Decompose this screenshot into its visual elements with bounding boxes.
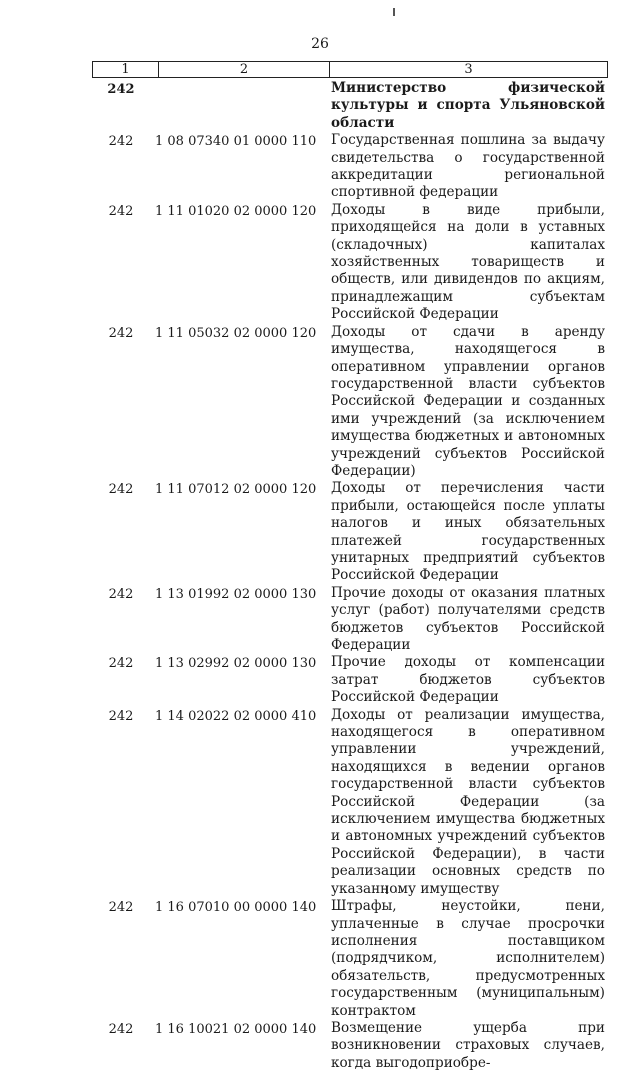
budget-code: 1 08 07340 01 0000 110: [155, 134, 317, 150]
budget-code: [150, 80, 331, 132]
income-description: Доходы от перечисления части прибыли, остающейся после уплаты налогов и иных обязательных платежей государственных унитарных предприятий субъектов Российской Федерации: [331, 480, 605, 584]
table-row: [92, 132, 606, 202]
admin-code: 242: [108, 134, 134, 150]
table-row: [92, 707, 606, 898]
table-row: [92, 654, 606, 706]
admin-code: 242: [108, 482, 134, 498]
table-row: [92, 585, 606, 655]
table-row: [92, 480, 606, 584]
budget-code: 1 11 07012 02 0000 120: [155, 482, 317, 498]
income-description: Доходы от реализации имущества, находящегося в оперативном управлении учреждений, находящихся в ведении органов государственной власти субъектов Российской Федерации (за исключением имущества бюджетных и автономных учреждений субъектов Российской Федерации), в части реализации основных средств по указанному имуществу: [331, 706, 605, 897]
income-description: Доходы в виде прибыли, приходящейся на доли в уставных (складочных) капиталах хозяйственных товариществ и обществ, или дивидендов по акциям, принадлежащим субъектам Российской Федерации: [331, 201, 605, 323]
income-description: Государственная пошлина за выдачу свидетельства о государственной аккредитации региональной спортивной федерации: [331, 132, 605, 201]
admin-code: 242: [108, 708, 134, 724]
admin-code: 242: [108, 656, 134, 672]
header-col-3: 3: [464, 62, 473, 77]
income-description: Штрафы, неустойки, пени, уплаченные в случае просрочки исполнения поставщиком (подрядчиком, исполнителем) обязательств, предусмотренных государственным (муниципальным) контрактом: [331, 898, 605, 1019]
admin-code: 242: [108, 1021, 134, 1037]
budget-code: 1 13 01992 02 0000 130: [155, 586, 317, 602]
income-description: Прочие доходы от компенсации затрат бюджетов субъектов Российской Федерации: [331, 654, 605, 706]
budget-code: 1 16 07010 00 0000 140: [155, 900, 317, 916]
income-description: Доходы от сдачи в аренду имущества, находящегося в оперативном управлении органов государственной власти субъектов Российской Федерации и созданных ими учреждений (за исключением имущества бюджетных и автономных учреждений субъектов Российской Федерации): [331, 323, 605, 479]
page-number: 26: [311, 36, 329, 52]
admin-code: 242: [108, 203, 134, 219]
budget-code: 1 14 02022 02 0000 410: [155, 708, 317, 724]
admin-code: 242: [108, 900, 134, 916]
budget-code: 1 11 01020 02 0000 120: [155, 203, 317, 219]
income-description: Министерство физической культуры и спорта Ульяновской области: [331, 80, 605, 131]
header-col-2: 2: [159, 62, 330, 77]
table-header: [92, 61, 608, 78]
income-description: Прочие доходы от оказания платных услуг (работ) получателями средств бюджетов субъектов Российской Федерации: [331, 584, 605, 653]
table-row: [92, 80, 606, 132]
scan-mark-top: [393, 8, 395, 16]
table-row: [92, 324, 606, 481]
table-row: [92, 1020, 606, 1072]
budget-code: 1 16 10021 02 0000 140: [155, 1021, 317, 1037]
table-body: [92, 80, 606, 1072]
header-col-1: 1: [93, 62, 159, 77]
admin-code: 242: [108, 586, 134, 602]
budget-code: 1 13 02992 02 0000 130: [155, 656, 317, 672]
table-row: [92, 898, 606, 1020]
income-description: Возмещение ущерба при возникновении страховых случаев, когда выгодоприобре-: [331, 1019, 605, 1071]
table-row: [92, 202, 606, 324]
admin-code: 242: [107, 82, 135, 97]
admin-code: 242: [108, 325, 134, 341]
budget-code: 1 11 05032 02 0000 120: [155, 325, 317, 341]
